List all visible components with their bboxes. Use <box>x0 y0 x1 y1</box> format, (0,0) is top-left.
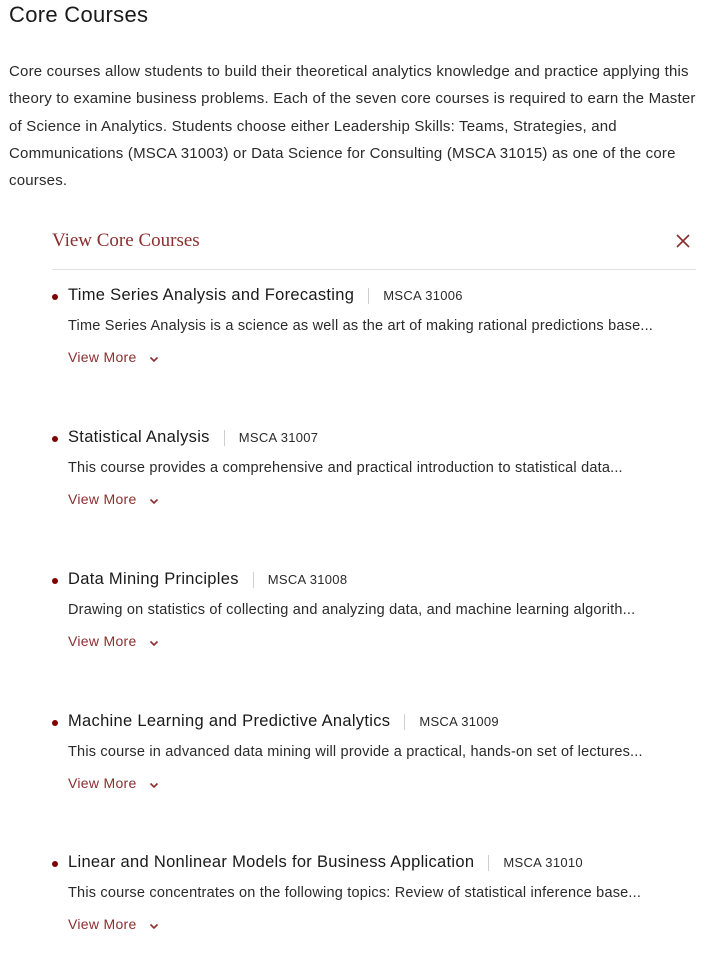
core-courses-accordion <box>52 226 696 932</box>
course-item <box>52 428 696 528</box>
chevron-down-icon <box>149 634 159 650</box>
course-description: Time Series Analysis is a science as well as the art of making rational predictions base... <box>68 318 654 334</box>
course-item <box>52 286 696 386</box>
view-more-label: View More <box>68 916 137 932</box>
bullet-icon <box>52 578 58 584</box>
course-description: This course provides a comprehensive and practical introduction to statistical data... <box>68 460 623 476</box>
view-more-button[interactable] <box>68 632 159 650</box>
chevron-down-icon <box>149 776 159 792</box>
accordion-title[interactable]: View Core Courses <box>52 230 200 251</box>
divider <box>404 714 405 730</box>
view-more-label: View More <box>68 491 137 507</box>
view-more-button[interactable] <box>68 490 159 508</box>
view-more-button[interactable] <box>68 774 159 792</box>
divider <box>488 855 489 871</box>
course-description: This course in advanced data mining will provide a practical, hands-on set of lectures... <box>68 744 643 760</box>
course-code: MSCA 31009 <box>419 714 499 729</box>
chevron-down-icon <box>149 350 159 366</box>
course-code: MSCA 31006 <box>383 288 463 303</box>
course-code: MSCA 31007 <box>238 430 319 445</box>
course-name: Data Mining Principles <box>68 570 239 588</box>
divider <box>224 430 225 446</box>
view-more-button[interactable] <box>68 348 159 366</box>
bullet-icon <box>52 861 58 867</box>
chevron-down-icon <box>149 492 159 508</box>
course-description: Drawing on statistics of collecting and analyzing data, and machine learning algorith... <box>68 602 636 618</box>
course-description: This course concentrates on the following topics: Review of statistical inference base... <box>68 885 642 901</box>
bullet-icon <box>52 720 58 726</box>
course-name: Statistical Analysis <box>68 428 210 446</box>
close-icon[interactable] <box>676 234 690 248</box>
page-title: Core Courses <box>9 2 149 27</box>
bullet-icon <box>52 294 58 300</box>
course-item <box>52 853 696 953</box>
divider <box>368 288 369 304</box>
bullet-icon <box>52 436 58 442</box>
course-name: Linear and Nonlinear Models for Business Application <box>68 853 475 871</box>
view-more-button[interactable] <box>68 915 159 933</box>
course-item <box>52 570 696 670</box>
view-more-label: View More <box>68 633 137 649</box>
course-code: MSCA 31008 <box>267 572 348 587</box>
course-name: Time Series Analysis and Forecasting <box>68 286 355 304</box>
chevron-down-icon <box>149 917 159 933</box>
course-name: Machine Learning and Predictive Analytics <box>68 712 391 730</box>
course-item <box>52 712 696 812</box>
intro-paragraph: Core courses allow students to build their theoretical analytics knowledge and practice applying this theory to examine business problems. Each of the seven core courses is required to earn the Master of Science in Analytics. Students choose either Leadership Skills: Teams, Strategies, and Communications (MSCA 31003) or Data Science for Consulting (MSCA 31015) as one of the core courses. <box>9 63 696 190</box>
view-more-label: View More <box>68 775 137 791</box>
accordion-header[interactable] <box>52 226 696 270</box>
divider <box>253 572 254 588</box>
view-more-label: View More <box>68 349 137 365</box>
course-code: MSCA 31010 <box>503 855 583 870</box>
